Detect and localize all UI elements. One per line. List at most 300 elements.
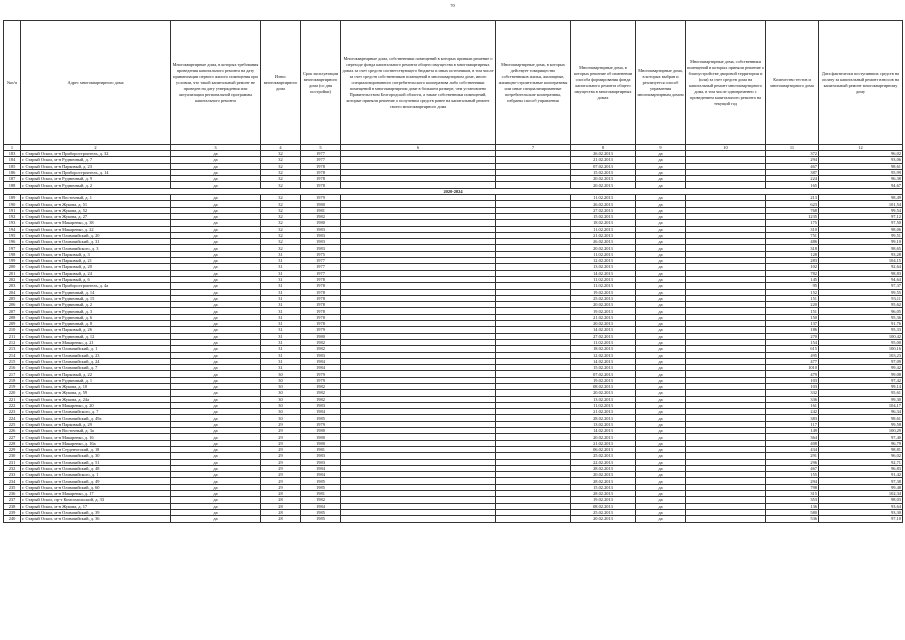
table-cell: 98,03 [819,497,903,503]
table-cell: да [636,478,686,484]
table-cell: да [171,163,261,169]
table-cell: 94,64 [819,276,903,282]
table-cell: 226 [4,428,21,434]
table-cell: г. Старый Оскол, м-н Парковый, д. 24 [21,270,171,276]
table-cell: 152 [766,289,819,295]
table-cell: 1977 [301,258,341,264]
table-cell: 32 [261,169,301,175]
table-cell: 194 [4,226,21,232]
table-cell: 1978 [301,314,341,320]
table-cell: 99,10 [819,239,903,245]
table-cell: 98,61 [819,415,903,421]
table-cell: 18.02.2013 [571,220,636,226]
table-cell: 12.02.2013 [571,352,636,358]
table-cell: 15.02.2013 [571,484,636,490]
table-cell: да [636,314,686,320]
table-cell: г. Старый Оскол, м-н Макаренко, д. 16 [21,434,171,440]
table-cell: 20.02.2013 [571,245,636,251]
table-cell: 25.02.2013 [571,453,636,459]
table-cell: да [636,346,686,352]
column-header: Многоквартирные дома, собственники помещений в которых приняли решение о переходе фонда капитального ремонта общего имущества в многоквартирных домах за счет средств соответствующего бюджета и иных источников, в том числе за счет средств собственников помещений в многоквартирном доме, иного специализированного потребительского кооператива либо собственники помещений в многоквартирном доме в большем размере, чем установлено Правительством Белгородской области, а также собственники помещений, которые приняли решение о получении средств ранее на капитальный ремонт своего многоквартирного дома [341,21,496,145]
table-cell: да [171,276,261,282]
table-cell: 14.02.2013 [571,270,636,276]
table-cell: г. Старый Оскол, пр-т Комсомольский, д. 33 [21,497,171,503]
table-cell: 93,06 [819,157,903,163]
table-cell: 1985 [301,484,341,490]
table-cell: да [171,201,261,207]
table-cell: 19.02.2013 [571,308,636,314]
table-cell: 31 [261,358,301,364]
table-cell: 21.02.2013 [571,232,636,238]
table-cell: 31 [261,321,301,327]
table-cell: г. Старый Оскол, м-н Рудничный, д. 3 [21,308,171,314]
table-cell: 26.02.2013 [571,151,636,157]
table-cell: 291 [766,453,819,459]
table-cell: г. Старый Оскол, м-н Рудничный, д. 2 [21,302,171,308]
table-cell: да [636,491,686,497]
table-cell: да [171,327,261,333]
table-cell: 145 [766,276,819,282]
table-cell: 1982 [301,383,341,389]
column-header: Многоквартирные дома, в которых выбран и реализуется способ управления многоквартирным домом [636,21,686,145]
column-header: Износ многоквартирного дома [261,21,301,145]
houses-table [3,20,903,523]
table-cell: 104,15 [819,258,903,264]
table-cell: г. Старый Оскол, м-н Олимпийского, д. 3 [21,245,171,251]
table-cell: 231 [4,459,21,465]
table-cell: 32 [261,232,301,238]
table-cell: да [171,339,261,345]
column-number: 4 [261,145,301,151]
table-cell: 14.02.2013 [571,358,636,364]
table-cell: 27.02.2013 [571,207,636,213]
table-cell: 1978 [301,283,341,289]
table-cell: да [636,365,686,371]
column-number: 11 [766,145,819,151]
table-cell: 477 [766,358,819,364]
table-cell: 30 [261,415,301,421]
table-cell: да [636,151,686,157]
table-cell: да [171,377,261,383]
table-cell: 97,50 [819,220,903,226]
table-cell: 19.02.2013 [571,289,636,295]
table-cell: 95,00 [819,339,903,345]
table-cell: 154 [766,339,819,345]
table-cell: 32 [261,182,301,188]
table-cell: 13.02.2013 [571,264,636,270]
column-header: №п/п [4,21,21,145]
table-cell: 29 [261,484,301,490]
table-cell: 198 [4,251,21,257]
table-cell: 1984 [301,358,341,364]
table-cell: г. Старый Оскол, м-н Макаренко, д. 22 [21,226,171,232]
table-cell: 27.02.2013 [571,333,636,339]
table-cell: 31 [261,339,301,345]
table-cell: да [636,251,686,257]
table-cell: да [636,503,686,509]
table-cell: 353 [766,497,819,503]
table-cell: 217 [4,371,21,377]
table-cell: 1978 [301,302,341,308]
table-cell: г. Старый Оскол, м-н Парковый, д. 29 [21,421,171,427]
table-cell: г. Старый Оскол, м-н Олимпийский, д. 23 [21,352,171,358]
table-cell: да [171,302,261,308]
table-cell: 100,42 [819,333,903,339]
table-cell: 31 [261,314,301,320]
table-cell: 21.02.2013 [571,157,636,163]
table-cell: 1978 [301,176,341,182]
column-header: Многоквартирные дома, собственники помещений в которых приняли решение о благоустройстве дворовой территории и (или) за счет средств дома на капитальный ремонт многоквартирного дома, в том числе одновременно с проведением капитального ремонта на текущий год [686,21,766,145]
table-cell: 31 [261,283,301,289]
table-cell: 100,16 [819,346,903,352]
table-cell: 31 [261,346,301,352]
table-cell: 364 [766,434,819,440]
table-cell: 26.02.2013 [571,201,636,207]
table-cell: 372 [766,151,819,157]
table-cell: да [171,258,261,264]
table-cell: да [636,415,686,421]
table-cell: да [636,339,686,345]
table-cell: 184 [4,157,21,163]
table-cell: 28 [261,516,301,522]
table-cell: да [171,151,261,157]
table-cell: 1983 [301,352,341,358]
table-cell: да [171,465,261,471]
table-cell: 183 [4,151,21,157]
table-cell: да [636,371,686,377]
table-cell: г. Старый Оскол, м-н Макаренко, д. 21 [21,339,171,345]
table-cell: да [636,409,686,415]
table-cell: 30 [261,371,301,377]
table-cell: 20.02.2013 [571,516,636,522]
table-cell: 21.02.2013 [571,440,636,446]
table-cell: 1983 [301,226,341,232]
table-cell: да [171,459,261,465]
table-cell: 270 [766,333,819,339]
table-cell: 1982 [301,346,341,352]
table-cell: 28.02.2013 [571,465,636,471]
column-header: Многоквартирные дома, в которых действует товарищество собственников жилья, жилищные, жилищно-строительные кооперативы или иные специализированные потребительские кооперативы, избраны способ управления [496,21,571,145]
table-cell: 102 [766,264,819,270]
table-cell: 92,64 [819,264,903,270]
table-cell: 1985 [301,478,341,484]
table-cell: да [636,276,686,282]
table-cell: да [171,358,261,364]
table-cell: 28.02.2013 [571,415,636,421]
table-cell: г. Старый Оскол, м-н Олимпийский, д. 36 [21,516,171,522]
table-cell: 1977 [301,270,341,276]
table-cell: 32 [261,245,301,251]
table-cell: 08.02.2013 [571,503,636,509]
table-cell: 210 [4,327,21,333]
table-cell: 32 [261,151,301,157]
table-cell: 98,49 [819,195,903,201]
table-cell: 97,40 [819,434,903,440]
table-cell: да [636,239,686,245]
table-cell: 29 [261,428,301,434]
column-header: Дата фактически поступивших средств на оплату за капитальный ремонт взносов на капитальный ремонт многоквартирному дому [819,21,903,145]
table-cell: 296 [766,459,819,465]
table-cell: да [636,176,686,182]
table-cell: да [636,295,686,301]
table-cell: 1984 [301,503,341,509]
table-cell: 580 [766,509,819,515]
table-cell: 782 [766,270,819,276]
table-cell: 1978 [301,321,341,327]
table-cell: да [171,402,261,408]
table-cell: 14.02.2013 [571,428,636,434]
table-cell: 1983 [301,245,341,251]
table-cell: 1984 [301,409,341,415]
table-cell: да [636,327,686,333]
table-cell: 191 [4,207,21,213]
table-cell: да [636,446,686,452]
table-cell: да [636,201,686,207]
table-cell: г. Старый Оскол, м-н Макаренко, д. 16а [21,440,171,446]
table-cell: да [636,283,686,289]
table-cell: да [636,516,686,522]
table-cell: 1982 [301,390,341,396]
table-cell: 207 [4,308,21,314]
table-cell: 387 [766,169,819,175]
table-cell: 408 [766,440,819,446]
table-cell: 1980 [301,440,341,446]
table-cell: 96,38 [819,176,903,182]
table-cell: да [171,270,261,276]
table-cell: 1983 [301,453,341,459]
table-cell: 240 [4,516,21,522]
table-cell: да [636,207,686,213]
table-cell: 19.02.2013 [571,377,636,383]
column-number: 3 [171,145,261,151]
table-cell: 221 [4,396,21,402]
table-cell: 97,09 [819,358,903,364]
table-cell: да [171,283,261,289]
table-cell: 235 [4,484,21,490]
column-number: 12 [819,145,903,151]
table-cell: 20.02.2013 [571,321,636,327]
table-cell: 232 [4,465,21,471]
table-cell: 136 [766,503,819,509]
table-cell: 213 [4,346,21,352]
table-cell: 103 [766,383,819,389]
table-cell: 31 [261,264,301,270]
table-cell: 100,29 [819,428,903,434]
table-cell: 20.02.2013 [571,472,636,478]
table-cell: 213 [766,195,819,201]
table-cell: да [171,289,261,295]
table-cell: 21.02.2013 [571,409,636,415]
table-cell: да [636,358,686,364]
table-cell: г. Старый Оскол, м-н Олимпийский, д. 39 [21,509,171,515]
table-cell: 97,38 [819,478,903,484]
table-cell: 283 [766,258,819,264]
table-cell: да [171,409,261,415]
table-cell: 31 [261,308,301,314]
table-cell: 383 [766,415,819,421]
table-cell: 151 [766,295,819,301]
table-cell: да [636,352,686,358]
table-cell: 1984 [301,465,341,471]
table-cell: да [636,377,686,383]
table-cell: 28 [261,497,301,503]
table-cell: 1982 [301,213,341,219]
table-cell: да [171,182,261,188]
table-cell: 30 [261,390,301,396]
table-cell: да [171,213,261,219]
table-cell: да [636,308,686,314]
table-cell: 224 [4,415,21,421]
table-cell: 211 [4,333,21,339]
table-cell: 1981 [301,207,341,213]
table-cell: да [171,390,261,396]
table-cell: 117 [766,421,819,427]
table-cell: да [171,371,261,377]
table-cell: 216 [4,365,21,371]
table-cell: 94,67 [819,182,903,188]
table-cell: г. Старый Оскол, м-н Рудничный, д. 9 [21,176,171,182]
table-cell: 155 [766,472,819,478]
table-cell: 219 [4,383,21,389]
table-cell: г. Старый Оскол, м-н Олимпийского, д. 1 [21,472,171,478]
table-cell: 479 [766,371,819,377]
table-cell: 32 [261,176,301,182]
table-cell: да [171,308,261,314]
table-cell: 30 [261,402,301,408]
table-cell: 1982 [301,339,341,345]
table-cell: 29 [261,446,301,452]
table-cell: да [171,503,261,509]
table-cell: 29 [261,421,301,427]
table-cell: г. Старый Оскол, м-н Жукова, д. 24а [21,396,171,402]
column-number: 5 [301,145,341,151]
table-cell: 230 [4,453,21,459]
table-cell: да [636,509,686,515]
table-cell: 97,12 [819,213,903,219]
table-cell: 1979 [301,195,341,201]
table-cell: 12.02.2013 [571,258,636,264]
table-cell: да [636,390,686,396]
table-cell: 95,61 [819,390,903,396]
table-cell: г. Старый Оскол, м-н Приборостроитель, д. 14 [21,169,171,175]
column-number: 8 [571,145,636,151]
table-cell: 96,79 [819,440,903,446]
table-cell: 99,48 [819,484,903,490]
table-cell: 165 [766,182,819,188]
table-cell: да [171,446,261,452]
table-cell: да [636,434,686,440]
table-cell: 15.02.2013 [571,365,636,371]
table-cell: 220 [4,390,21,396]
table-cell: да [636,459,686,465]
table-cell: 93,64 [819,503,903,509]
table-cell: 220 [766,302,819,308]
table-cell: 189 [4,195,21,201]
table-cell: да [171,195,261,201]
table-cell: 29 [261,434,301,440]
table-cell: 467 [766,465,819,471]
table-cell: да [636,258,686,264]
table-cell: г. Старый Оскол, м-н Парковый, д. 3 [21,251,171,257]
table-row [4,516,903,522]
table-cell: 1984 [301,472,341,478]
table-cell: 1979 [301,371,341,377]
table-cell: 91,76 [819,321,903,327]
table-cell: да [636,402,686,408]
table-cell: да [171,207,261,213]
table-cell: 30 [261,377,301,383]
table-cell: г. Старый Оскол, м-н Олимпийский, д. 49 [21,478,171,484]
table-cell: 20.02.2013 [571,176,636,182]
table-cell: 1977 [301,157,341,163]
table-cell: 95,36 [819,314,903,320]
table-cell: 149 [766,428,819,434]
table-cell: 222 [4,402,21,408]
table-cell: 237 [4,497,21,503]
table-cell: да [636,157,686,163]
table-cell: да [636,465,686,471]
table-cell: 32 [261,220,301,226]
table-cell: да [636,195,686,201]
table-cell: 190 [4,201,21,207]
table-cell: 30 [261,383,301,389]
table-cell: да [636,270,686,276]
table-cell: 97,42 [819,377,903,383]
table-cell: 161 [766,402,819,408]
table-cell: г. Старый Оскол, м-н Олимпийский, д. 30 [21,453,171,459]
table-cell: 1985 [301,509,341,515]
group-label: 2020-2024 [4,188,903,194]
table-cell: г. Старый Оскол, м-н Восточный, д. 3а [21,428,171,434]
table-cell: да [171,509,261,515]
table-cell: да [171,472,261,478]
table-cell: 615 [766,346,819,352]
table-cell: 98,65 [819,245,903,251]
table-cell: да [636,383,686,389]
table-cell: 31 [261,258,301,264]
table-cell: да [171,484,261,490]
table-cell: 20.02.2013 [571,182,636,188]
table-cell: 99,51 [819,232,903,238]
table-cell [686,516,766,522]
table-cell: 196 [4,239,21,245]
table-cell: г. Старый Оскол, м-н Жукова, д. 17 [21,503,171,509]
table-cell: 19.02.2013 [571,497,636,503]
table-cell: 1979 [301,327,341,333]
table-cell: 28 [261,503,301,509]
table-cell: 30 [261,409,301,415]
table-cell [496,516,571,522]
column-number: 6 [341,145,496,151]
table-cell: да [171,333,261,339]
table-cell: да [171,453,261,459]
table-cell: да [171,365,261,371]
table-cell: 32 [261,226,301,232]
table-cell: 236 [4,491,21,497]
table-cell: г. Старый Оскол, м-н Олимпийский, д. 51 [21,459,171,465]
table-cell: 208 [4,314,21,320]
table-cell: да [171,220,261,226]
table-cell: 18.02.2013 [571,346,636,352]
table-cell: 32 [261,163,301,169]
column-number: 7 [496,145,571,151]
table-cell: 99,30 [819,396,903,402]
table-cell: 193 [4,220,21,226]
table-cell: 31 [261,333,301,339]
table-cell: 99,54 [819,207,903,213]
table-cell: да [171,497,261,503]
table-cell: г. Старый Оскол, м-н Олимпийский, д. 49а [21,415,171,421]
